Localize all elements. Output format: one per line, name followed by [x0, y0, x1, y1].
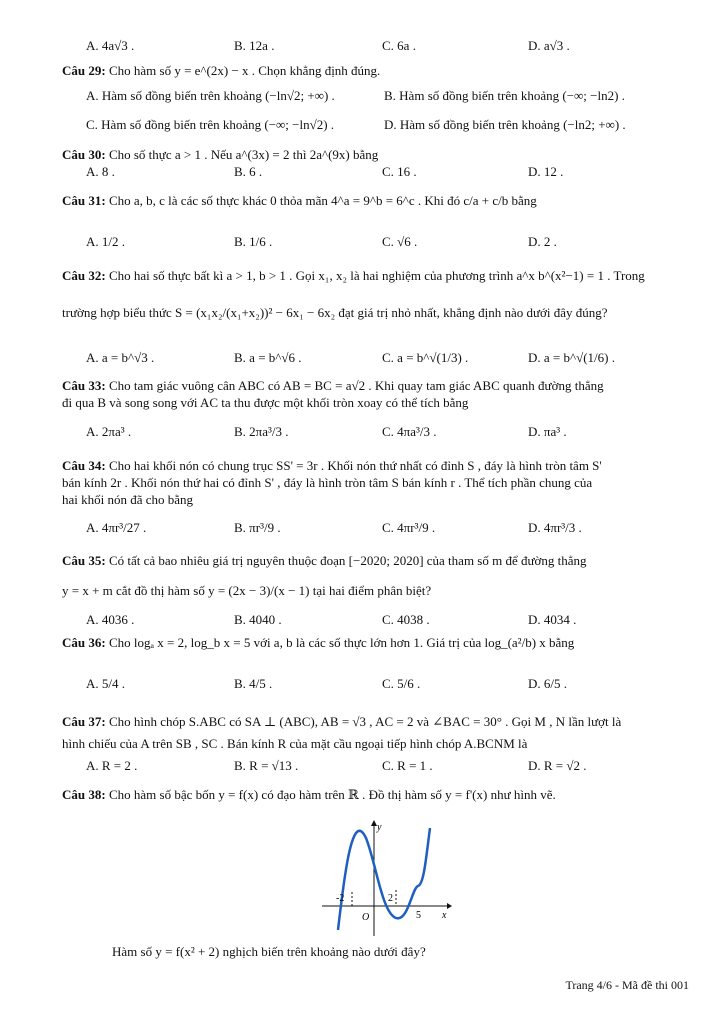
option-d: D. a = b^√(1/6) .: [528, 350, 615, 365]
option-b: B. 1/6 .: [234, 234, 273, 249]
question-text-1: Cho tam giác vuông cân ABC có AB = BC = a√2 . Khi quay tam giác ABC quanh đường thẳng: [108, 378, 604, 393]
option-b: B. 2πa³/3 .: [234, 424, 289, 439]
question-text: Cho hàm số y = e^(2x) − x . Chọn khẳng định đúng.: [108, 63, 381, 78]
question-text: Cho số thực a > 1 . Nếu a^(3x) = 2 thì 2a^(9x) bằng: [108, 147, 379, 162]
option-b: B. 4040 .: [234, 612, 282, 627]
x-axis-arrow: [447, 903, 452, 909]
q28-options: [86, 38, 696, 56]
question-text-2: đi qua B và song song với AC ta thu được một khối tròn xoay có thể tích bằng: [62, 395, 469, 410]
option-b: B. 4/5 .: [234, 676, 273, 691]
question-35-cont: [62, 582, 690, 599]
option-a: A. 1/2 .: [86, 234, 125, 249]
question-29: [62, 62, 690, 79]
question-text: Cho a, b, c là các số thực khác 0 thỏa mãn 4^a = 9^b = 6^c . Khi đó c/a + c/b bằng: [108, 193, 537, 208]
option-b: B. πr³/9 .: [234, 520, 281, 535]
question-text-2: hình chiếu của A trên SB , SC . Bán kính R của mặt cầu ngoại tiếp hình chóp A.BCNM là: [62, 736, 528, 751]
question-text-1: Có tất cả bao nhiêu giá trị nguyên thuộc đoạn [−2020; 2020] của tham số m để đường thẳng: [108, 553, 587, 568]
x-label: x: [442, 910, 447, 921]
question-36: [62, 634, 690, 651]
question-label: Câu 31:: [62, 193, 106, 208]
question-text: Cho logₐ x = 2, log_b x = 5 với a, b là các số thực lớn hơn 1. Giá trị của log_(a²/b) x bằng: [108, 635, 575, 650]
option-c: C. R = 1 .: [382, 758, 433, 773]
q32-options: [86, 350, 696, 368]
option-b: B. R = √13 .: [234, 758, 299, 773]
question-33: [62, 377, 690, 411]
question-34: [62, 457, 690, 508]
option-b: B. a = b^√6 .: [234, 350, 302, 365]
q37-options: [86, 758, 696, 776]
option-b: B. 6 .: [234, 164, 263, 179]
option-a: A. 4a√3 .: [86, 38, 135, 53]
q31-options: [86, 234, 696, 252]
option-c: C. 4038 .: [382, 612, 430, 627]
question-text: Cho hàm số bậc bốn y = f(x) có đạo hàm trên ℝ . Đồ thị hàm số y = f'(x) như hình vẽ.: [108, 787, 556, 802]
question-label: Câu 35:: [62, 553, 106, 568]
question-label: Câu 30:: [62, 147, 106, 162]
option-d: D. a√3 .: [528, 38, 570, 53]
option-d: D. 6/5 .: [528, 676, 567, 691]
option-c: C. 5/6 .: [382, 676, 421, 691]
question-text-2: y = x + m cắt đồ thị hàm số y = (2x − 3)/(x − 1) tại hai điểm phân biệt?: [62, 583, 432, 598]
tick-5: 5: [416, 910, 421, 921]
option-c: C. a = b^√(1/3) .: [382, 350, 469, 365]
question-label: Câu 34:: [62, 458, 106, 473]
option-a: A. 4πr³/27 .: [86, 520, 147, 535]
option-d: D. 12 .: [528, 164, 564, 179]
question-35: [62, 552, 690, 569]
question-38-prompt: Hàm số y = f(x² + 2) nghịch biến trên khoảng nào dưới đây?: [112, 944, 426, 959]
q34-options: [86, 520, 696, 538]
q30-options: [86, 164, 696, 182]
question-text-1: Cho hai khối nón có chung trục SS' = 3r . Khối nón thứ nhất có đỉnh S , đáy là hình tròn tâm S': [108, 458, 602, 473]
question-32-cont: [62, 304, 690, 321]
option-c: C. 4πa³/3 .: [382, 424, 437, 439]
y-label: y: [377, 822, 382, 833]
option-c: C. 6a .: [382, 38, 416, 53]
option-a: A. 5/4 .: [86, 676, 125, 691]
q35-options: [86, 612, 696, 630]
question-32: [62, 267, 690, 284]
option-b: B. 12a .: [234, 38, 275, 53]
option-d: D. R = √2 .: [528, 758, 587, 773]
question-label: Câu 36:: [62, 635, 106, 650]
option-c: C. 16 .: [382, 164, 417, 179]
option-d: D. πa³ .: [528, 424, 567, 439]
option-a: A. 8 .: [86, 164, 115, 179]
option-b: B. Hàm số đồng biến trên khoảng (−∞; −ln2) .: [384, 88, 625, 103]
option-a: A. 2πa³ .: [86, 424, 132, 439]
question-text-1: Cho hai số thực bất kì a > 1, b > 1 . Gọi x₁, x₂ là hai nghiệm của phương trình a^x b^(x²−1) = 1 . Trong: [108, 268, 645, 283]
question-label: Câu 33:: [62, 378, 106, 393]
option-a: A. a = b^√3 .: [86, 350, 155, 365]
derivative-graph: [322, 818, 452, 938]
option-d: D. 2 .: [528, 234, 557, 249]
question-31: [62, 192, 690, 209]
option-a: A. R = 2 .: [86, 758, 138, 773]
option-d: D. 4034 .: [528, 612, 577, 627]
option-c: C. Hàm số đồng biến trên khoảng (−∞; −ln√2) .: [86, 117, 335, 132]
option-d: D. 4πr³/3 .: [528, 520, 582, 535]
q36-options: [86, 676, 696, 694]
tick-neg2: -2: [336, 893, 345, 904]
option-d: D. Hàm số đồng biến trên khoảng (−ln2; +∞) .: [384, 117, 626, 132]
question-label: Câu 38:: [62, 787, 106, 802]
question-37: [62, 713, 690, 730]
question-label: Câu 37:: [62, 714, 106, 729]
question-text-2: bán kính 2r . Khối nón thứ hai có đỉnh S' , đáy là hình tròn tâm S bán kính r . Thể tích phần chung của: [62, 475, 593, 490]
q29-options-row2: [86, 117, 696, 135]
page-footer: Trang 4/6 - Mã đề thi 001: [565, 978, 689, 992]
question-37-cont: [62, 735, 690, 752]
q29-options-row1: [86, 88, 696, 106]
option-c: C. 4πr³/9 .: [382, 520, 436, 535]
origin-label: O: [362, 912, 370, 923]
tick-2: 2: [388, 893, 393, 904]
option-a: A. Hàm số đồng biến trên khoảng (−ln√2; +∞) .: [86, 88, 335, 103]
question-38: [62, 786, 690, 803]
option-a: A. 4036 .: [86, 612, 135, 627]
question-text-1: Cho hình chóp S.ABC có SA ⊥ (ABC), AB = √3 , AC = 2 và ∠BAC = 30° . Gọi M , N lần lượt là: [108, 714, 622, 729]
question-text-2: trường hợp biểu thức S = (x₁x₂/(x₁+x₂))² − 6x₁ − 6x₂ đạt giá trị nhỏ nhất, khẳng định nào dưới đây đúng?: [62, 305, 608, 320]
question-label: Câu 29:: [62, 63, 106, 78]
question-text-3: hai khối nón đã cho bằng: [62, 492, 194, 507]
q33-options: [86, 424, 696, 442]
question-label: Câu 32:: [62, 268, 106, 283]
question-30: [62, 146, 690, 163]
option-c: C. √6 .: [382, 234, 418, 249]
